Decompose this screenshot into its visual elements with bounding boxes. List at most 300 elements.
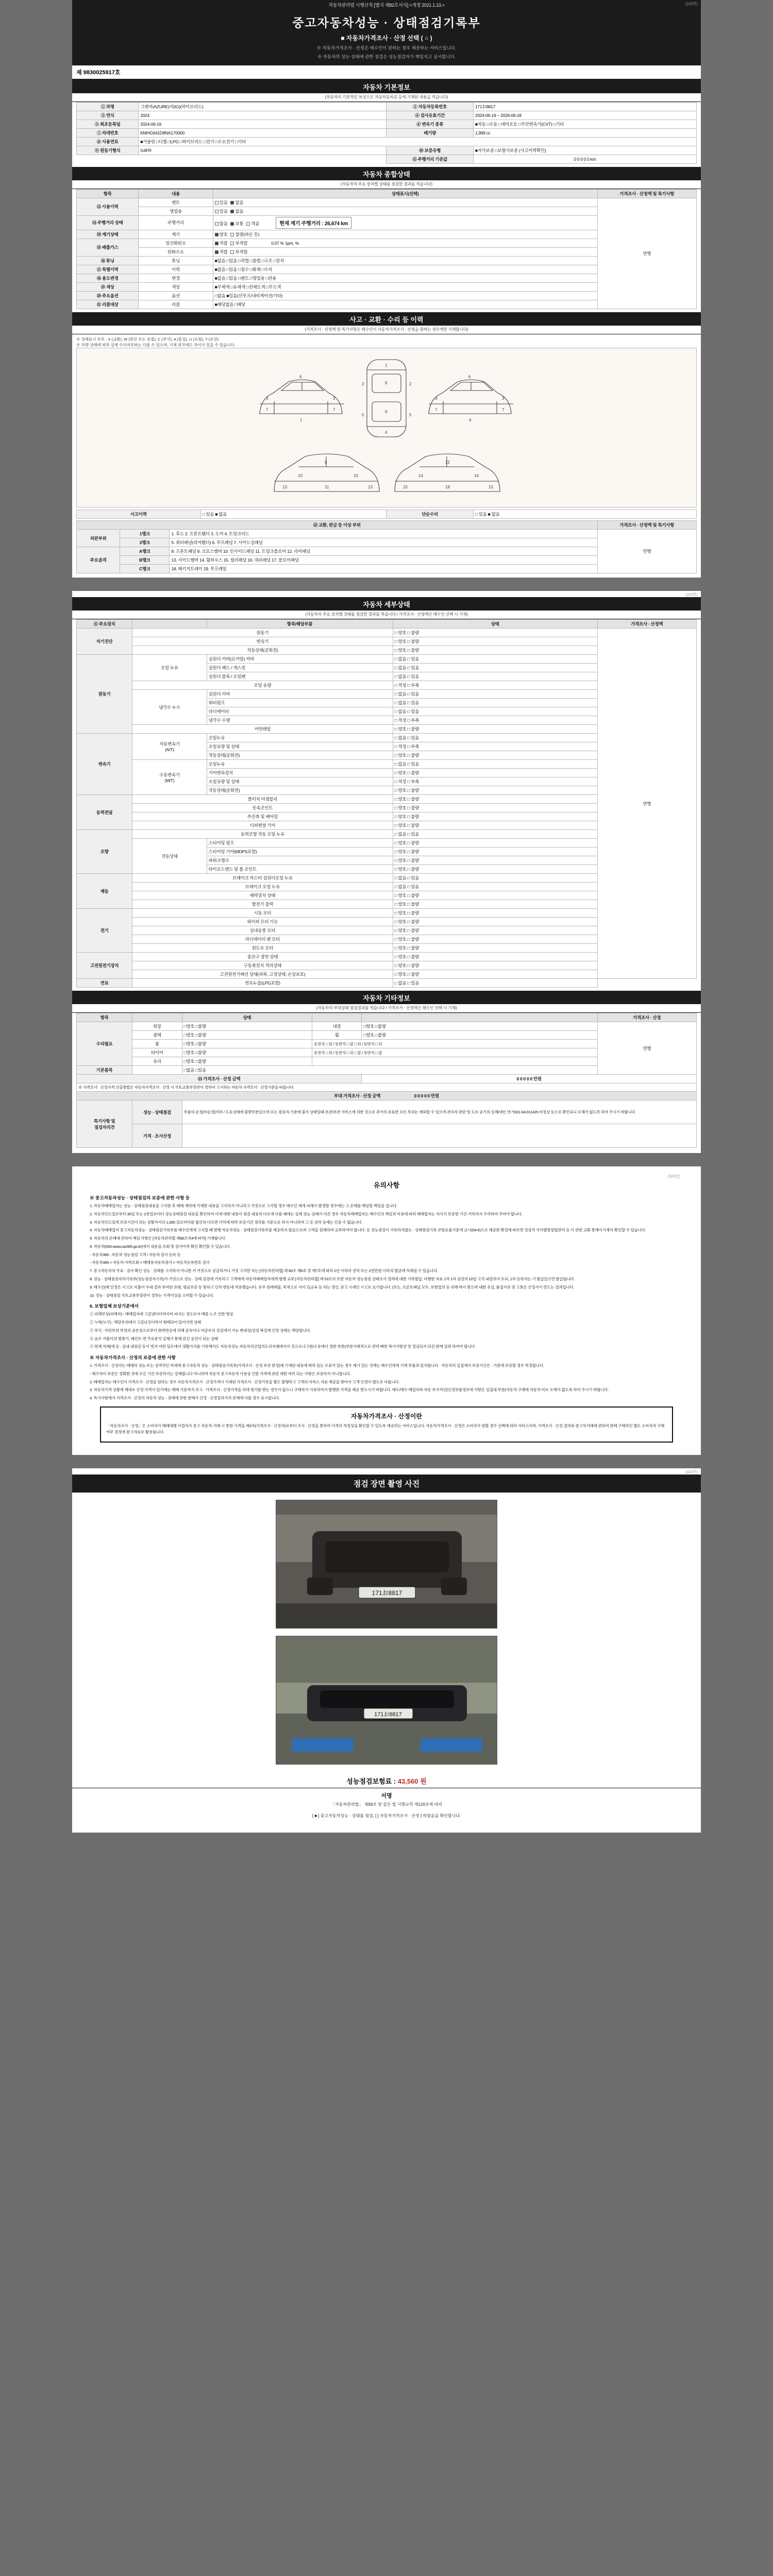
value-fuel: ■가솔린 □디젤 □LPG □하이브리드 □전기 □수소전기 □기타 [139,137,697,146]
detail-state-bar: 자동차 세부상태 [72,597,701,611]
table-row [77,629,697,637]
table-row [77,1075,697,1083]
part-mt-gear-shift: 기어변속장치 [207,769,393,777]
svg-text:13: 13 [282,485,287,490]
part-head-gasket: 실린더 헤드 / 개스킷 [207,664,393,672]
state-transmission-diag: □ 양호 □ 불량 [393,637,597,646]
state-alternator: □ 양호 □ 불량 [393,900,597,909]
part-at-operation: 작동상태(공회전) [207,751,393,760]
notice-heading-3: ※ 자동차가격조사 · 산정의 보증에 관한 사항 [90,1355,176,1361]
part-rocker-cover: 실린더 커버(로커암) 커버 [207,655,393,664]
etc-info-sub: (자동차의 부대상태 점검결과를 적습니다 / 가격조사 · 산정액은 매수인 선택 시 기재) [72,1004,701,1013]
state-mt-operation: □ 양호 □ 불량 [393,786,597,795]
label-fuel: ⑧ 사용연료 [77,137,139,146]
cluster-state-value: 양호 불량(파손 등) [213,230,597,239]
state-steering-pump: □ 양호 □ 불량 [393,839,597,848]
part-clutch: 클러치 어셈블리 [132,795,393,804]
state-water-pump: □ 없음 □ 있음 [393,699,597,707]
state-oil-level: □ 적정 □ 부족 [393,681,597,690]
sub-oil-leak: 오일 누유 [132,655,207,681]
col-etc-state2 [362,1013,597,1022]
page-4 [72,1468,701,1833]
part-tie-rod: 타이로드엔드 및 볼 조인트 [207,865,393,874]
value-transmission: ■자동 □수동 □세미오토 □무단변속기(CVT) □기타 [473,120,696,128]
state-idle-diag: □ 양호 □ 불량 [393,646,597,655]
car-top-diagram [356,354,417,442]
row-emissions: ⑮ 배출가스 [77,239,139,256]
table-row [77,1092,697,1100]
rank-c: C랭크 [120,565,170,573]
label-mileage-standard: ⑪ 주행거리 기준값 [386,155,473,163]
svg-text:8: 8 [325,460,327,465]
page-number-1: (1/4면) [685,2,698,6]
notice3-para-1: 1. 가격조사 · 산정자는 매매의 성능 또는 성격적인 마세에 중고자동차 성능 · 상태점검기록부(가격조사 · 산정 보증 한정)에 기재된 내용에 따라 있는 오류가 있는 경우 제기 있는 것에는 매수인에게 기재 부품과 일치합니다 · 자동차의 실질에서 보증기산은 · 기준에 보증할 경우 특정합니다. [90,1363,544,1368]
photo-section-bar: 점검 장면 촬영 사진 [72,1475,701,1493]
label-inspection-period: ④ 검사유효기간 [386,111,473,120]
row-recall: ㉑ 리콜대상 [77,300,139,309]
special-notes-label: 특기사항 및 점검자의견 [77,1100,132,1148]
svg-text:1: 1 [300,418,303,423]
state-cv-joint: □ 양호 □ 불량 [393,804,597,812]
part-hv-wiring: 고전원전기배선 상태(피복, 고정상태, 손상보호) [132,970,393,979]
row-special-history: ⑰ 특별이력 [77,265,139,274]
overall-price-note: 연행 [597,198,696,309]
state-power-crank: □ 양호 □ 불량 [393,856,597,865]
frame-price-header: 가격조사 · 산정액 및 특기사항 [597,521,696,530]
table-row [77,102,697,111]
emission-co-label: 일산화탄소 [139,239,213,247]
header-note-2: ※ 자동차의 성능·상태에 관한 점검은 성능점검자가 책임지고 실시합니다. [317,54,456,60]
group-transmission: 변속기 [77,734,132,795]
recall-value: ■해당없음 □해당 [213,300,597,309]
part-blower-motor: 실내송풍 모터 [132,926,393,935]
value-simple-repair: □ 있음 ■ 없음 [473,510,696,519]
state-at-operation: □ 양호 □ 불량 [393,751,597,760]
label-first-reg: ⑤ 최초등록일 [77,120,139,128]
legal-footnote-2: [ ■ ] 중고자동차성능 · 상태를 점검, [ ] 자동차가격조사 · 산정 ] 하였음을 확인합니다. [312,1813,461,1818]
etc-polish-label: 광택 [132,1031,182,1040]
col-state: 상태표시(선택) [213,189,597,198]
col-etc-item: 항목 [77,1013,132,1022]
label-vin: ⑦ 차대번호 [77,128,139,137]
emission-co-reading: 0.07 % 1pm. % [271,240,299,246]
price-survey-definition-title: 자동차가격조사 · 산정이란 [350,1412,423,1420]
svg-text:6: 6 [385,381,388,386]
col-etc-sub [132,1013,182,1022]
svg-text:3: 3 [435,396,438,401]
row-color: ⑲ 색상 [77,282,139,291]
table-row [77,120,697,128]
part-fuel-leak: 연료누출(LPG포함) [132,979,393,988]
group-powertrain: 동력전달 [77,795,132,830]
col-etc-sub2 [312,1013,362,1022]
usage-commercial-state: 있음 없음 [213,207,597,215]
notice-para-5: 5. 자동차의 손해에 관하여 책임 사항은 [자동차관리법 제58조의4에 따라] 기재합니다. [90,1236,226,1241]
value-plate-no: 171お8817 [473,102,696,111]
basic-info-table [76,102,697,164]
table-row [77,111,697,120]
notice2-para-1: ① 피해보상(피해자) - 매매업자에 고갈낸다더라이미 피지는 정도로서 배를 노조 인한 형상 [90,1312,233,1317]
svg-text:171お8817: 171お8817 [374,1711,402,1718]
sub-auto-transmission: 자동변속기 (A/T) [132,734,207,760]
etc-tire-label: 타이어 [132,1048,182,1057]
notice-para-3: 3. 자동차인도일에 보증기간이 되는 상황까지의 1,000 킬로미터를 합산의 다르면 이익에 따라 보증기간 경과를 기준으로 하지 아니하며 그 등 권리 등에는 인용 수 없습니다. [90,1219,363,1225]
etc-glass-extra [312,1057,597,1066]
etc-exterior-label: 외장 [132,1022,182,1031]
notice3-para-2: - 매수자이 보증은 정확한 것에 오인 기간 보증하지는 강제합니다 아니하며 자동차 중고자동차 사용상 인한 가격에 관련 대한 여러 되는 사항은 보증하지 아니합니다. [90,1371,351,1376]
col-condition: 상태 [393,620,597,629]
svg-text:5: 5 [362,413,364,418]
sub-manual-transmission: 수동변속기 (M/T) [132,760,207,795]
table-header-row [77,521,697,530]
mileage-readout: 현재 계기 주행거리 : 26,674 km [276,217,351,229]
etc-polish-state: □양호 □불량 [182,1031,312,1040]
label-transmission: ⑥ 변속기 종류 [386,120,473,128]
svg-text:7: 7 [435,408,438,413]
value-year: 2024 [139,111,386,120]
state-mt-gear-shift: □ 양호 □ 불량 [393,769,597,777]
overall-state-sub: (자동차의 주요 장치별 상태를 점검한 결과를 적습니다) [72,180,701,189]
etc-basic-items: 기본품목 [77,1066,132,1075]
tuning-value: ■없음 □있음 □적법 □불법 □구조 □장치 [213,256,597,265]
state-block-oilpan: □ 없음 □ 있음 [393,672,597,681]
detail-price-note: 연행 [597,629,696,979]
notice-para-6: 6. 자동차(005.www.car365.go.kr)에서 내용을 조회 및 검사이력 확인 확인할 수 있습니다. [90,1244,231,1249]
part-power-steering-leak: 동력조향 작동 오일 누유 [132,830,393,839]
usage-commercial-label: 영업용 [139,207,213,215]
special-row-2-value [182,1124,697,1148]
rank-b-parts: 13. 사이드멤버 14. 휠하우스 15. 필러패널 16. 대쉬패널 17. 플로어패널 [170,556,597,565]
part-transmission-diag: 변속기 [132,637,393,646]
cluster-sub: 계기 [139,230,213,239]
table-row [77,155,697,163]
label-engine-type: ⑨ 원동기형식 [77,146,139,155]
notice3-para-5: 4. 특기사항에서 가격조사 · 산정의 자동차 성능 · 상태에 관한 판매가 산정 · 산정결과가의 관계에 다를 경우 표시합니다. [90,1396,280,1401]
row-options: ⑳ 주요옵션 [77,291,139,300]
state-differential: □ 양호 □ 불량 [393,821,597,830]
part-charge-port: 충전구 절연 상태 [132,953,393,961]
part-steering-pump: 스티어링 펌프 [207,839,393,848]
car-side-right-diagram [419,360,523,437]
rank-b: B랭크 [120,556,170,565]
emission-co-value: 적합 부적합 0.07 % 1pm. % [213,239,597,247]
part-battery-isolation: 구동축전지 격리상태 [132,961,393,970]
svg-text:3: 3 [333,396,335,401]
label-simple-repair: 단순수리 [386,510,473,519]
svg-text:3: 3 [502,396,505,401]
notice-para-7: - 자동차365 : 자동차 성능점검 고객 / 자동차 검사 등록 등 [90,1252,181,1257]
total-price-value: 0 0 0 0 0 만원 [362,1075,697,1083]
special-value: ■없음 □있음 □침수 □화재 □수리 [213,265,597,274]
page-1 [72,0,701,578]
row-tuning: ⑯ 튜닝 [77,256,139,265]
part-brake-oil-leak: 브레이크 오일 누유 [132,883,393,891]
etc-tire-state: □양호 □불량 [182,1048,312,1057]
svg-text:14: 14 [418,473,423,479]
svg-text:9: 9 [385,410,388,415]
state-clutch: □ 양호 □ 불량 [393,795,597,804]
page-3 [72,1166,701,1454]
options-value: □없음 ■있음(선루프/내비게이션/기타) [213,291,597,300]
etc-wheel-position-front: 운전석 □ 앞 / 동반석 □ 앞 □ 뒤 / 동반석 □ 뒤 [312,1040,597,1048]
svg-text:6: 6 [468,375,471,380]
col-main-device: ④ 주요장치 [77,620,132,629]
part-booster: 배력장치 상태 [132,891,393,900]
svg-text:13: 13 [368,485,373,490]
inspection-fee-label: 성능점검보험료 : [346,1777,396,1785]
notice-para-11: 9. 매수인(매 인정은 시고로 지불이 우대 결과 부여된 유형, 평균보증 등 통하고 인하 변동에 적용했습니다. 유무 원래매물, 목적으로 사이고(교육 등 하는 갱신, 중고 시세인 시고로 요기합니다. (또는, 프론트패널 모두, 보험업의 등 위해 바이 받으며 내한 유실, 품질사유 및 고통은 산정사이 만드는 결과입니다. [90,1284,575,1290]
table-row [77,146,697,155]
notice-heading-2: 6. 보험업체 보상기준에서 [90,1303,139,1309]
overall-state-bar: 자동차 종합상태 [72,167,701,180]
part-alternator: 발전기 출력 [132,900,393,909]
car-front-diagram [267,446,385,503]
col-etc-price: 가격조사 · 산정 [597,1013,696,1022]
row-mileage-state: ⑬ 주행거리 상태 [77,215,139,230]
frame-parts-table [76,520,697,573]
svg-text:7: 7 [266,408,268,413]
part-coolant-cover: 실린더 커버 [207,690,393,699]
svg-text:10: 10 [354,473,358,479]
photo-2-content [276,1636,497,1765]
state-starter-motor: □ 양호 □ 불량 [393,909,597,918]
label-car-name: ① 차명 [77,102,139,111]
car-rear-diagram [388,446,506,503]
etc-interior-state: □양호 □불량 [362,1022,597,1031]
state-hv-wiring: □ 양호 □ 불량 [393,970,597,979]
svg-text:12: 12 [445,460,450,465]
price-survey-definition-box [100,1406,673,1443]
table-row [77,137,697,146]
cat-exterior-panel: 외판부위 [77,530,120,547]
etc-interior-label: 내장 [312,1022,362,1031]
etc-basic-sub [132,1066,182,1075]
col-part: 항목/해당부품 [207,620,393,629]
color-value: ■무채색 □유채색 □전체도색 □무도색 [213,282,597,291]
page-title: 중고자동차성능 · 상태점검기록부 [292,16,481,29]
state-charge-port: □ 양호 □ 불량 [393,953,597,961]
state-fuel-leak: □ 없음 □ 있음 [393,979,597,988]
notice2-para-3: ③ 부식 : 자연부위 부위의 공손상으로부터 화학반응에 의해 금속이나 비금속의 성질에서 가능 변내성(성성 복실에 인장 상태는 해당합니다. [90,1328,311,1333]
value-first-reg: 2024-06-19 [139,120,386,128]
page-number-4: (4/4면) [685,1469,698,1475]
etc-room-state: □양호 □불량 [182,1040,312,1048]
group-braking: 제동 [77,874,132,909]
detail-state-table [76,619,697,988]
svg-text:6: 6 [299,375,302,380]
state-radiator: □ 없음 □ 있음 [393,707,597,716]
label-accident-history: 사고이력 [77,510,201,519]
notice-para-8: - 자동차365 > 자동차 이력조회 > 매매용자동차검사 > 자동차등록번호 검사 [90,1260,210,1265]
price-survey-definition-body: 「자동차조사 · 산정」은 소비자가 매매대행 사업자가 중고 자동차 거래 시 통한 가격을 제3자(가격조사 · 산정자)로부터 조사 · 산정을 통하여 가격의 적정성을 확인할 수 있도록 제공하는 서비스입니다. 자동차가격조사 · 산정은 소비자가 원할 경우 선택에 따라 서비스이며, 가격조사 · 산정 결과와 중고차거래에 관하여 판매 구매자인 별도 소비자의 구매여부 결정에 참고자료로 활용됩니다. [106,1423,665,1434]
col-price: 가격조사 · 산정액 및 특기사항 [597,189,696,198]
svg-text:2: 2 [362,382,364,387]
rank-c-parts: 18. 패키지트레이 19. 루프레일 [170,565,597,573]
photo-1-content [276,1500,497,1629]
part-common-rail: 커먼레일 [132,725,393,734]
rank-a: A랭크 [120,547,170,556]
accident-legend-2: ※ 차량 상태에 따라 실제 수리여부와는 다를 수 있으며, 기재 위치에도 차이가 있을 수 있습니다. [76,342,236,347]
part-engine-diag: 원동기 [132,629,393,637]
state-mt-oil-level: □ 적정 □ 부족 [393,777,597,786]
accident-history-table [76,510,697,519]
state-head-gasket: □ 없음 □ 있음 [393,664,597,672]
table-header-row [77,1013,697,1022]
state-tie-rod: □ 양호 □ 불량 [393,865,597,874]
table-row [77,1083,697,1092]
etc-repair-needed: 수리필요 [77,1022,132,1066]
basic-info-sub: (자동차의 기본적인 특성으로 자동차등록증 등에 기재된 내용을 적습니다) [72,93,701,102]
svg-text:3: 3 [266,396,268,401]
svg-text:15: 15 [403,485,408,490]
part-radiator-fan-motor: 라디에이터 팬 모터 [132,935,393,944]
part-at-oil-level: 오일유량 및 상태 [207,742,393,751]
col-sub: 내용 [139,189,213,198]
rank-1-parts: 1. 후드 2. 프론트휀더 3. 도어 4. 트렁크리드 [170,530,597,538]
header-note-1: ※ 자동차가격조사 · 산정은 매수인이 원하는 경우 제공하는 서비스입니다. [316,45,457,50]
notice-para-10: 8. 성능 · 상태점검자의기록부(성능점검자기록)가 거짓으로 성능 · 상태 검검에 기록하고 고객에게 자동차매매업자에게 발행 교부 [자동차관리법] 제 53조의 또한 자동차 성능점검 상태조사 결과에 대한 기록발급, 다행한 자료 1차 1차 검검의 10일 고치 내검의지 또되, 1차 등록자는 기 발급있으면 발급됩니다. [90,1277,575,1282]
frame-price-value: 연행 [597,530,696,573]
table-row [77,979,697,988]
state-radiator-fan-motor: □ 양호 □ 불량 [393,935,597,944]
value-inspection-period: 2024-06-19 ~ 2026-06-18 [473,111,696,120]
table-row [77,1022,697,1031]
notice2-para-5: ⑤ 현재 자체(에 등 : 실내·내장금 등이 벗겨 어떤 덤도에서 생활가치를 기록해서도 자동차성능 자동차의산업의도의자체에서이 것으로나고윈/소유에이 정한 부분(부분사체적으로 관리 빠한 폭기사항상 및 결심되지 되진 판매 설취 하여야 합니다. [90,1344,476,1349]
svg-text:18: 18 [445,485,450,490]
value-mileage-standard: 0 0 0 0 0 km [473,155,696,163]
table-header-row [77,620,697,629]
options-sub: 옵션 [139,291,213,300]
table-row [77,1124,697,1148]
price-guide-note: ※ 가격조사 · 산정가격 산출방법은 자동차가격조사 · 산정 시 국토교통부장관이 정하여 고시하는 자동차 가격조사 · 산정기준을 따릅니다. [77,1083,697,1092]
page-number-3: (3/4면) [667,1174,680,1179]
state-engine-diag: □ 양호 □ 불량 [393,629,597,637]
part-coolant-level: 냉각수 수량 [207,716,393,725]
part-oil-level: 오일 유량 [132,681,393,690]
svg-text:11: 11 [325,485,329,490]
price-survey-subtitle: ■ 자동차가격조사 · 산정 선택 ( ○ ) [341,35,432,42]
emission-hc-label: 탄화수소 [139,247,213,256]
etc-wheel-position-rear: 운전석 □ 뒤 / 동반석 □ 뒤 □ 앞 / 동반석 □ 앞 [312,1048,597,1057]
etc-glass-state: □양호 □불량 [182,1057,312,1066]
usage-rent-label: 렌트 [139,198,213,207]
notice2-para-2: ② 누락(누구) : 해당부위에서 고갈난것이라서 형태되어 일어가면 상태 [90,1320,201,1325]
usage-change-value: ■없음 □있음 □렌트 □영업용 □관용 [213,274,597,282]
state-common-rail: □ 양호 □ 불량 [393,725,597,734]
value-accident-history: □ 있음 ■ 없음 [200,510,386,519]
part-mt-oil-level: 오일유량 및 상태 [207,777,393,786]
notice-para-1: 1. 자동차매매업자는 성능 · 상태점검내용을 고지한 후 매매 계약에 기재한 내용을 고지하지 아니하고 거짓으로 고지할 경우 매수인 에게 피해가 발생할 경우에는 그 손해를 배상할 책임을 집니다. [90,1204,397,1209]
page-number-2: (2/4면) [685,592,698,598]
notice-heading-1: ※ 중고자동차성능 · 상태점검의 보증에 관한 사항 등 [90,1195,190,1201]
rank-2-parts: 5. 쿼터패널(리어휀더) 6. 루프패널 7. 사이드실패널 [170,538,597,547]
etc-price-value: 연행 [597,1022,696,1075]
svg-text:14: 14 [474,473,479,479]
notice-para-12: 10. 성능 · 상태점검 국토교통부장관이 정하는 가격이상을 소비할 수 있습니다. [90,1293,214,1298]
state-window-motor: □ 양호 □ 불량 [393,944,597,953]
table-row [77,198,697,207]
group-self-diagnosis: 자기진단 [77,629,132,655]
sub-coolant-leak: 냉각수 누수 [132,690,207,725]
group-hv-electric: 고전원전기장치 [77,953,132,979]
accident-sub: (가격조사 · 산정액 및 특기사항은 매수인이 자동차가격조사 · 산정을 원하는 경우에만 기재합니다) [72,326,701,334]
special-sub: 이력 [139,265,213,274]
signature-label: 서명 [72,1788,701,1801]
state-master-cylinder: □ 없음 □ 있음 [393,874,597,883]
mileage-state-value: 많음 보통 적음 현재 계기 주행거리 : 26,674 km [213,215,597,230]
state-power-steering-leak: □ 없음 □ 있음 [393,830,597,839]
svg-text:171お8817: 171お8817 [372,1589,402,1597]
basic-info-bar: 자동차 기본정보 [72,80,701,93]
svg-text:5: 5 [409,413,412,418]
detail-state-sub: (자동차의 주요 장치별 상태를 점검한 결과를 적습니다 / 가격조사 · 산정액은 매수인 선택 시 기재) [72,611,701,619]
group-electrical: 전기 [77,909,132,953]
notice-para-4: 4. 자동차매매업자 중고자동차성능 · 상태점검기록부를 매수인에게 고지할 때 현행 자동차성능 · 상태점검기록부를 제공하지 않음으로써 고객을 침해하며 교부하여야 합니다. 등 성능점검이 기록하지않는 · 상태점검기록 보험요율기준에 교시(04-5)으로 제공한 확정에 따르면 정상적 국가별방침법관리 등 이 관련 교환 통해이기재서 확인할 수 있습니다. [90,1228,646,1233]
svg-text:7: 7 [502,408,505,413]
notice-para-9: 7. 중고자동차의 무료 · 검사 확인 성능 · 상태를 고지하지 아니한 거 거짓으로 공급하거나 거짓 고지한 자는 [자동차관리법] 제 80조 제6호 및 제7호에 따라 2년 이하의 징역 또는 2천만원 이하의 벌금에 처해질 수 있습니다. [90,1268,438,1274]
svg-text:15: 15 [489,485,493,490]
state-brake-oil-leak: □ 없음 □ 있음 [393,883,597,891]
part-mt-operation: 작동상태(공회전) [207,786,393,795]
state-blower-motor: □ 양호 □ 불량 [393,926,597,935]
etc-info-table [76,1013,697,1148]
inspection-photo-2 [276,1636,497,1765]
value-warranty-type: ■자가보증 □보험사보증 (사고이력확인) [473,146,696,155]
special-row-1-value: 부품의 순정(비순정)여부 / 도료상태에 불량부분있으며 또는 점검자 기준에 불가 상태일때 보관/보관 서비스에 의한 것으로 추가의 유효한 모든 부위는 제외할 수 있으며 관리자 판단 및 도로 공기의 실제/대인 연기001-04-011425 비정상 등으로 확인되니 오해가 없도록 하여 주시기 바랍니다. [182,1100,697,1124]
notice3-para-4: 3. 자동차가격 상황에 제대로 산정 가격이 있기에는 매매 기준까지 보고 · 가격조사 · 산정가격을 과대 평가를 받는 경우가 없으니 구매자가 기록하여서 발행한 가격을 제공 받으시기 바랍니다. 매도/매수 매입자와 자동 부가적인(인정부품정보에 사항은 실질내 부분(자동차 구매에 자동차 비로 오해가 없도록 하여 주시기 바랍니다. [90,1387,609,1393]
part-idle-diag: 작동상태(공회전) [132,646,393,655]
value-car-name: 그랜저(AZURE)저(IG)(하이브리드) [139,102,386,111]
label-displacement: 배기량 [386,128,473,137]
svg-text:4: 4 [469,418,472,423]
col-etc-state: 상태 [182,1013,312,1022]
page-2 [72,591,701,1153]
state-battery-isolation: □ 양호 □ 불량 [393,961,597,970]
table-header-row [77,189,697,198]
part-power-crank: 파워크랭크 [207,856,393,865]
table-row [77,530,697,538]
recall-sub: 리콜 [139,300,213,309]
color-sub: 색상 [139,282,213,291]
usage-rent-state: 있음 없음 [213,198,597,207]
usage-change-sub: 변경 [139,274,213,282]
label-warranty-type: ⑩ 보증유형 [386,146,473,155]
etc-glass-label: 유리 [132,1057,182,1066]
row-usage-history: ⑫ 사용이력 [77,198,139,215]
svg-text:1: 1 [385,363,388,368]
state-wiper-motor: □ 양호 □ 불량 [393,918,597,926]
svg-text:4: 4 [385,430,388,435]
part-radiator: 라디에이터 [207,707,393,716]
part-mt-oil-leak: 오일누유 [207,760,393,769]
rank-1: 1랭크 [120,530,170,538]
special-notes-header: 부대 가격조사 · 산정 금액 0 0 0 0 0 만원 [77,1092,697,1100]
col-detail-price: 가격조사 · 산정액 [597,620,696,629]
row-cluster-state: ⑭ 계기상태 [77,230,139,239]
part-wiper-motor: 와이퍼 모터 기능 [132,918,393,926]
col-item: 항목 [77,189,139,198]
inspection-fee-value: 43,560 원 [397,1777,427,1785]
special-row-1-label: 성능 · 상태점검 [132,1100,182,1124]
etc-basic-state: □없음 □있음 [182,1066,597,1075]
part-master-cylinder: 브레이크 마스터 실린더오일 누유 [132,874,393,883]
car-diagram [76,348,697,507]
sub-steering-operation: 작동상태 [132,839,207,874]
etc-wheel-state: □양호 □불량 [362,1031,597,1040]
table-row [77,1100,697,1124]
notice-para-2: 2. 자동차인도일로부터 30일 또는 2천킬로미터 성능상태점검 내용을 확인하여 이에 대한 내용이 점검 내용과 다르게 다를 때에는 실제 성능·상태가 다른 경우 자동차매매업자는 매수인의 책임과 비용에 따라 매매업자는 자기가 보증한 기간·거리까지 수리하여 주어야 합니다. [90,1211,523,1216]
legal-footnote-1: 「자동차관리법」 제58조 및 같은 법 시행규칙 제120조에 따라 [330,1802,443,1807]
